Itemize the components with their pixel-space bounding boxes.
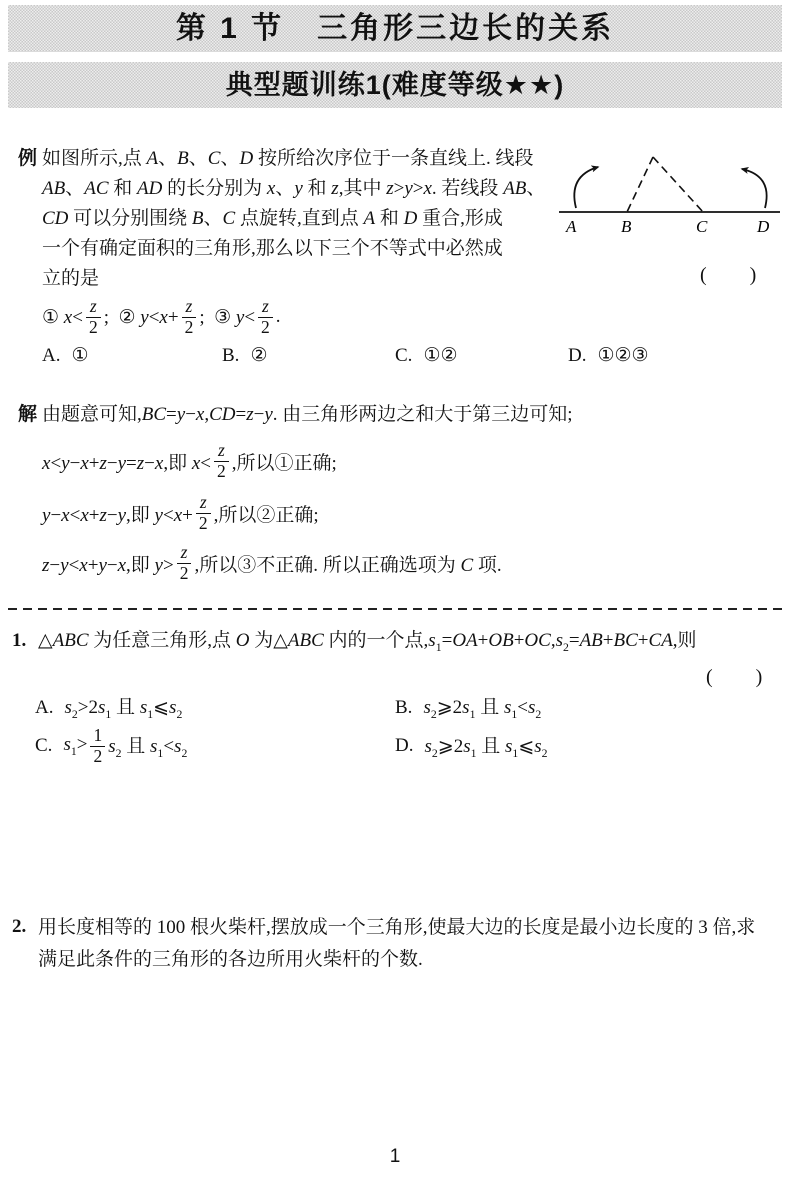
- point-label-c: C: [696, 217, 708, 236]
- problem-1-option-d: D. $s_2⩾2s_1$ 且 $s_1⩽s_2$: [395, 735, 548, 760]
- example-label: 例: [18, 148, 38, 169]
- problem-2-text-line: 满足此条件的三角形的各边所用火柴杆的个数.: [38, 949, 423, 970]
- line-rotation-diagram: [556, 146, 784, 240]
- example-option-a: A. ①: [42, 345, 89, 366]
- example-text: [42, 144, 545, 294]
- inequality-segment: ; ③ y<: [199, 306, 256, 328]
- problem-2-number: 2.: [12, 916, 27, 937]
- section-title: 第 1 节 三角形三边长的关系: [175, 12, 615, 45]
- problem-2-text-line: 用长度相等的 100 根火柴杆,摆放成一个三角形,使最大边的长度是最小边长度的 3 倍,求: [38, 917, 756, 938]
- right-rotation-arrow: [742, 169, 767, 208]
- example-inequalities: [42, 294, 281, 340]
- inequality-segment: .: [275, 306, 281, 327]
- fraction-z-over-2: $\frac{z}{2}$: [86, 297, 101, 337]
- fraction-1-over-2: $\frac{1}{2}$: [90, 726, 105, 766]
- problem-1-option-a: A. $s_2>2s_1$ 且 $s_1⩽s_2$: [35, 697, 183, 721]
- problem-1-option-c: C. $s_1>$ $\frac{1}{2}$ $s_2$ 且 $s_1<s_2$: [35, 724, 188, 766]
- inequality-segment: ① x<: [42, 306, 83, 328]
- point-label-d: D: [757, 217, 770, 236]
- subtitle: 典型题训练1(难度等级★★): [225, 70, 565, 100]
- dashed-triangle-left-side: [627, 157, 653, 212]
- solution-line-1: 由题意可知,BC=y−x,CD=z−y. 由三角形两边之和大于第三边可知;: [42, 404, 573, 425]
- solution-line-3: y−x<x+z−y,即 y<x+ $\frac{z}{2}$ ,所以②正确;: [42, 491, 319, 533]
- section-title-banner: [8, 5, 782, 52]
- problem-1-number: 1.: [12, 630, 27, 651]
- point-label-a: A: [566, 217, 577, 236]
- fraction-z-over-2: $\frac{z}{2}$: [182, 297, 197, 337]
- fraction-z-over-2: $\frac{z}{2}$: [177, 543, 192, 583]
- subtitle-banner: [8, 62, 782, 108]
- fraction-z-over-2: $\frac{z}{2}$: [214, 441, 229, 481]
- fraction-z-over-2: $\frac{z}{2}$: [196, 493, 211, 533]
- example-text-line: 一个有确定面积的三角形,那么以下三个不等式中必然成: [42, 238, 503, 259]
- example-text-line: AB、AC 和 AD 的长分别为 x、y 和 z,其中 z>y>x. 若线段 AB、: [42, 178, 546, 199]
- dashed-separator: [8, 608, 784, 610]
- solution-label: 解: [18, 404, 38, 425]
- example-text-line: CD 可以分别围绕 B、C 点旋转,直到点 A 和 D 重合,形成: [42, 208, 503, 229]
- problem-1-option-b: B. $s_2⩾2s_1$ 且 $s_1<s_2$: [395, 697, 542, 721]
- example-text-line: 立的是: [42, 268, 100, 289]
- example-answer-bracket: ( ): [700, 264, 758, 286]
- fraction-z-over-2: $\frac{z}{2}$: [258, 297, 273, 337]
- problem-2-text: [38, 912, 755, 976]
- left-rotation-arrow: [574, 167, 598, 208]
- dashed-triangle-right-side: [653, 157, 703, 212]
- example-option-b: B. ②: [222, 345, 268, 366]
- solution-line-4: z−y<x+y−x,即 y> $\frac{z}{2}$ ,所以③不正确. 所以正确选项为 C 项.: [42, 541, 502, 583]
- solution-line-2: x<y−x+z−y=z−x,即 x< $\frac{z}{2}$ ,所以①正确;: [42, 439, 337, 481]
- inequality-segment: ; ② y<x+: [103, 306, 179, 328]
- problem-1-answer-bracket: ( ): [706, 666, 764, 688]
- point-label-b: B: [621, 217, 632, 236]
- example-text-line: 如图所示,点 A、B、C、D 按所给次序位于一条直线上. 线段: [42, 148, 534, 169]
- example-option-d: D. ①②③: [568, 345, 649, 366]
- page-number: 1: [389, 1146, 401, 1167]
- problem-1-text: △ABC 为任意三角形,点 O 为△ABC 内的一个点$,s_1=OA+OB+OC,s_2=AB+BC+CA$,则: [38, 630, 697, 654]
- example-option-c: C. ①②: [395, 345, 458, 366]
